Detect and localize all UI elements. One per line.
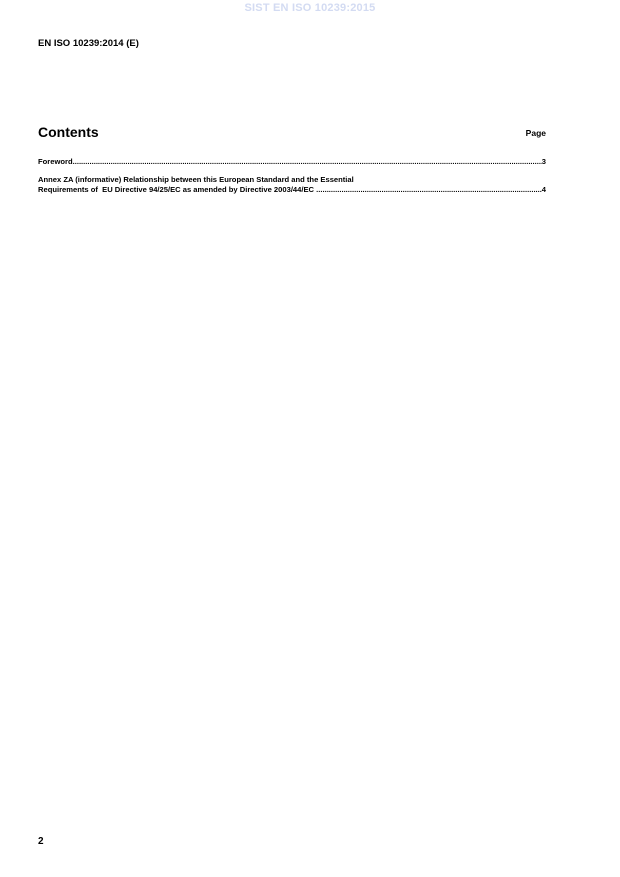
contents-header	[38, 124, 546, 142]
watermark: SIST EN ISO 10239:2015	[244, 2, 376, 14]
toc-entry-annex-za[interactable]	[38, 175, 546, 195]
page-column-label: Page	[525, 128, 546, 138]
toc-entry-title-continued: Requirements of EU Directive 94/25/EC as amended by Directive 2003/44/EC	[38, 185, 317, 194]
contents-title: Contents	[38, 124, 99, 140]
toc-entry-continuation	[38, 185, 546, 195]
toc-entry-title: Annex ZA (informative) Relationship between this European Standard and the Essential	[38, 175, 354, 184]
toc-entry-page: 4	[541, 185, 546, 194]
table-of-contents	[38, 157, 546, 195]
toc-dot-leader	[73, 157, 542, 167]
toc-entry-page: 3	[541, 157, 546, 166]
document-identifier: EN ISO 10239:2014 (E)	[38, 38, 139, 49]
page-number: 2	[38, 836, 44, 847]
toc-entry-foreword[interactable]	[38, 157, 546, 167]
toc-dot-leader	[316, 185, 542, 195]
toc-entry-title: Foreword	[38, 157, 73, 166]
